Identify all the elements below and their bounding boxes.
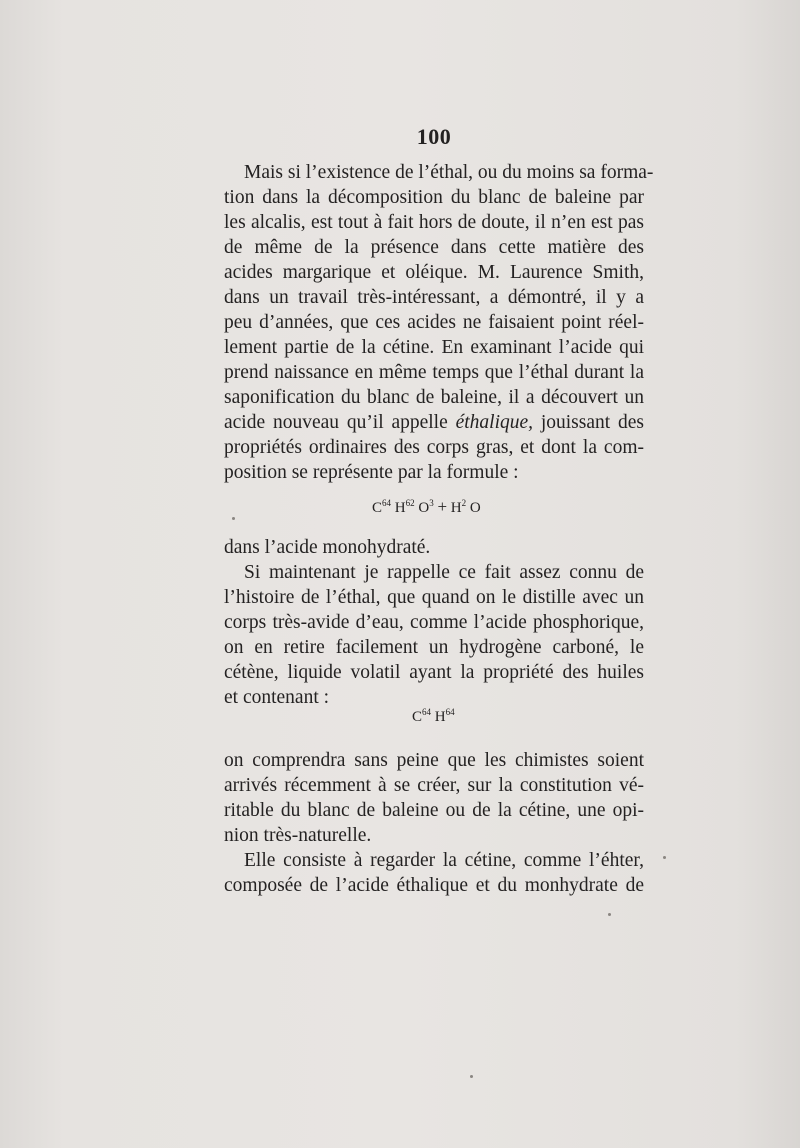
- subscript-count: 64: [445, 707, 455, 717]
- element-symbol: H: [434, 709, 446, 725]
- subscript-count: 62: [405, 498, 415, 508]
- text-line: de même de la présence dans cette matière des: [224, 237, 644, 258]
- element-symbol: C: [412, 709, 423, 725]
- paper-speck: [232, 517, 235, 520]
- text-line: on comprendra sans peine que les chimistes soient: [224, 750, 644, 771]
- plus-sign: +: [437, 497, 448, 516]
- text-line: l’histoire de l’éthal, que quand on le distille avec un: [224, 587, 644, 608]
- text-line: saponification du blanc de baleine, il a découvert un: [224, 387, 644, 408]
- text-line: peu d’années, que ces acides ne faisaient point réel-: [224, 312, 644, 333]
- text-line: propriétés ordinaires des corps gras, et dont la com-: [224, 437, 644, 458]
- emphasized-term: éthalique,: [455, 412, 534, 433]
- element-symbol: O: [469, 500, 481, 516]
- text-run: acide nouveau qu’il appelle: [224, 412, 456, 433]
- chemical-formula: [412, 707, 455, 726]
- text-line: cétène, liquide volatil ayant la propriété des huiles: [224, 662, 644, 683]
- paper-speck: [663, 856, 666, 859]
- text-line: et contenant :: [224, 687, 330, 708]
- text-line: Elle consiste à regarder la cétine, comme l’éhter,: [244, 850, 644, 871]
- page-number: 100: [416, 124, 452, 149]
- text-line: on en retire facilement un hydrogène carboné, le: [224, 637, 644, 658]
- element-symbol: C: [372, 500, 383, 516]
- text-line: acides margarique et oléique. M. Laurence Smith,: [224, 262, 644, 283]
- text-run: jouissant des: [533, 412, 644, 433]
- text-line: lement partie de la cétine. En examinant l’acide qui: [224, 337, 644, 358]
- subscript-count: 64: [382, 498, 392, 508]
- paper-speck: [608, 913, 611, 916]
- text-line-ethalique: [224, 410, 644, 435]
- text-line: dans un travail très-intéressant, a démontré, il y a: [224, 287, 644, 308]
- element-symbol: H: [394, 500, 406, 516]
- text-line: arrivés récemment à se créer, sur la constitution vé-: [224, 775, 644, 796]
- text-line: position se représente par la formule :: [224, 462, 519, 483]
- text-line: Si maintenant je rappelle ce fait assez connu de: [244, 562, 644, 583]
- text-line: ritable du blanc de baleine ou de la cétine, une opi-: [224, 800, 644, 821]
- text-line: les alcalis, est tout à fait hors de doute, il n’en est pas: [224, 212, 644, 233]
- text-line: nion très-naturelle.: [224, 825, 372, 846]
- element-symbol: H: [450, 500, 462, 516]
- text-line: tion dans la décomposition du blanc de baleine par: [224, 187, 644, 208]
- text-line: corps très-avide d’eau, comme l’acide phosphorique,: [224, 612, 644, 633]
- paper-speck: [470, 1075, 473, 1078]
- subscript-count: 64: [422, 707, 432, 717]
- text-line: dans l’acide monohydraté.: [224, 537, 431, 558]
- subscript-count: 3: [429, 498, 434, 508]
- element-symbol: O: [418, 500, 430, 516]
- text-line: prend naissance en même temps que l’éthal durant la: [224, 362, 644, 383]
- subscript-count: 2: [461, 498, 467, 508]
- chemical-formula: [372, 497, 481, 517]
- text-line: Mais si l’existence de l’éthal, ou du moins sa forma-: [244, 162, 654, 183]
- text-line: composée de l’acide éthalique et du monhydrate de: [224, 875, 644, 896]
